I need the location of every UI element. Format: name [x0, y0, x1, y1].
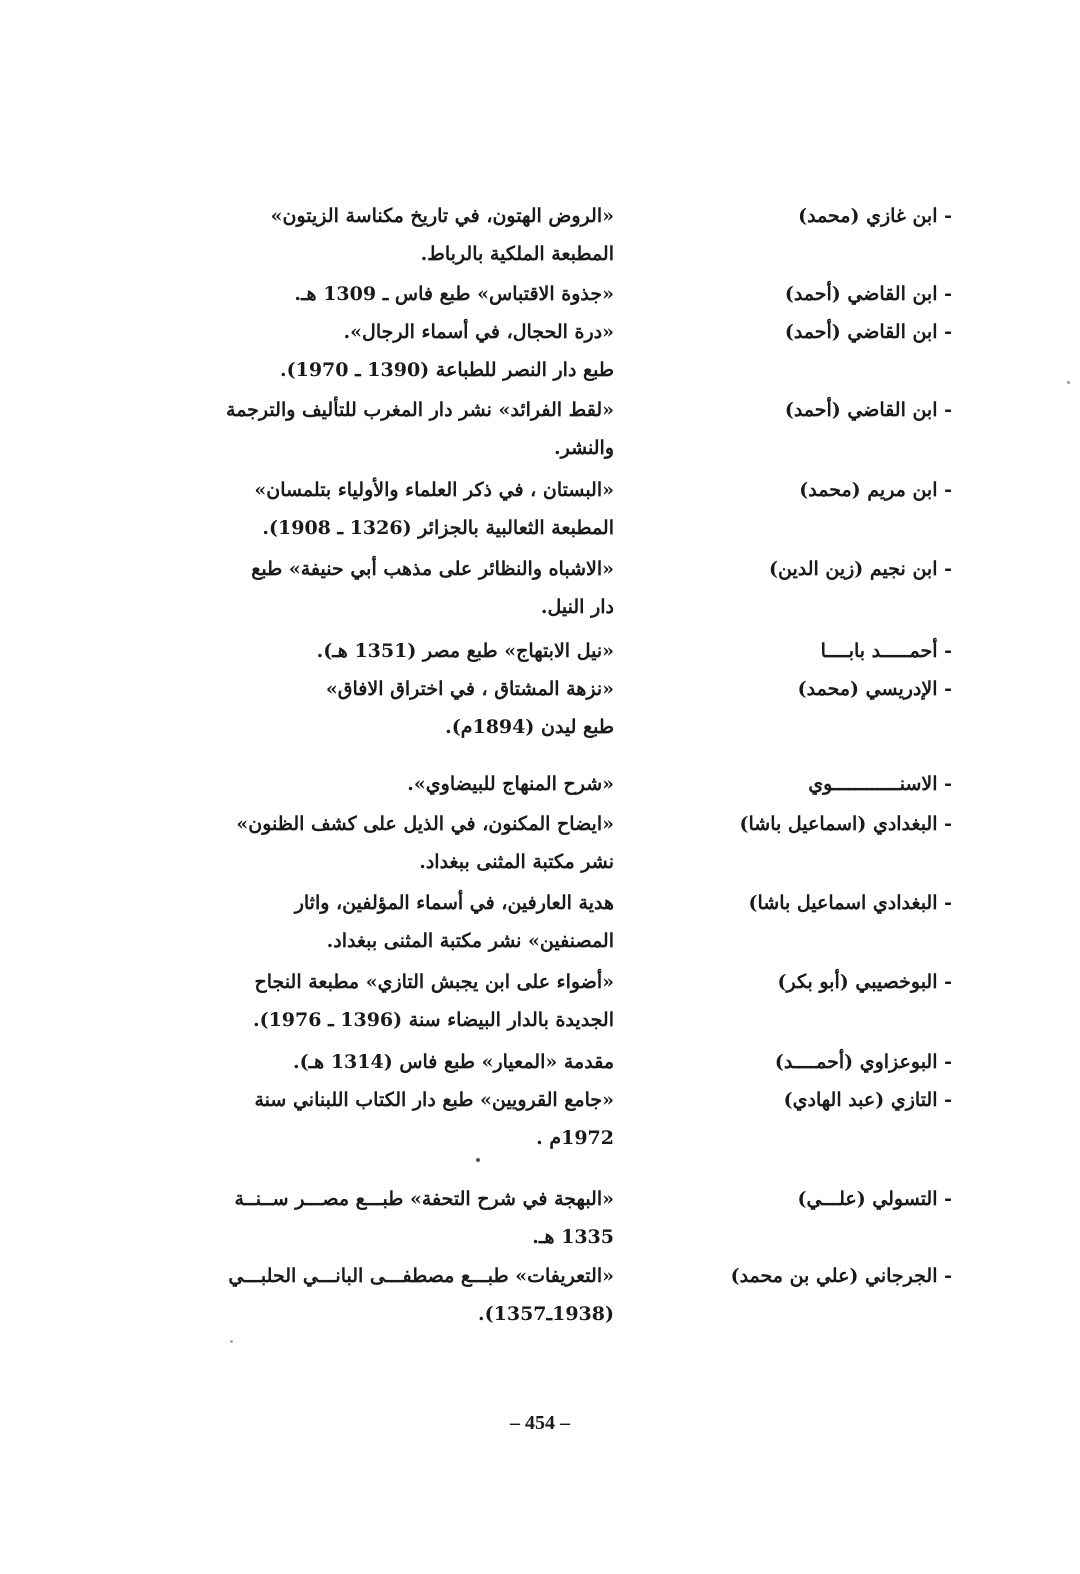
- entry-work: [216, 1081, 614, 1157]
- entry-author: - الجرجاني (علي بن محمد): [730, 1265, 952, 1287]
- work-line: الجديدة بالدار البيضاء سنة (1396 ـ 1976).: [252, 1009, 614, 1031]
- work-line: «البستان ، في ذكر العلماء والأولياء بتلمسان»: [254, 479, 614, 501]
- scan-speck: [476, 1158, 480, 1162]
- entry-author: - ابن غازي (محمد): [798, 205, 952, 227]
- work-line: «لقط الفرائد» نشر دار المغرب للتأليف والترجمة: [226, 399, 614, 421]
- entry-author: - البوخصيبي (أبو بكر): [777, 971, 952, 993]
- entry-author: - البغدادي (اسماعيل باشا): [739, 813, 952, 835]
- work-line: «ايضاح المكنون، في الذيل على كشف الظنون»: [236, 813, 614, 835]
- entry-work: [216, 471, 614, 547]
- work-line: طبع دار النصر للطباعة (1390 ـ 1970).: [280, 359, 614, 381]
- entry-author: - التازي (عبد الهادي): [783, 1089, 952, 1111]
- work-line: مقدمة «المعيار» طبع فاس (1314 هـ).: [293, 1051, 614, 1073]
- entry-work: [216, 550, 614, 626]
- entry-author: - ابن القاضي (أحمد): [784, 321, 952, 343]
- entry-work: [216, 1257, 614, 1333]
- work-line: «أضواء على ابن يجبش التازي» مطبعة النجاح: [254, 971, 614, 993]
- scan-speck: [1067, 381, 1070, 384]
- work-line: نشر مكتبة المثنى ببغداد.: [419, 851, 614, 873]
- entry-author: - الإدريسي (محمد): [797, 678, 952, 700]
- work-line: المطبعة الثعالبية بالجزائر (1326 ـ 1908).: [262, 517, 614, 539]
- entry-work: [216, 197, 614, 273]
- entry-work: [216, 313, 614, 389]
- work-line: 1335 هـ.: [532, 1226, 614, 1248]
- work-line: «نيل الابتهاج» طبع مصر (1351 هـ).: [316, 640, 614, 662]
- work-line: والنشر.: [553, 437, 614, 459]
- work-line: «جامع القرويين» طبع دار الكتاب اللبناني سنة: [254, 1089, 614, 1111]
- work-line: «الاشباه والنظائر على مذهب أبي حنيفة» طبع: [251, 558, 614, 580]
- entry-author: - أحمـــــد بابــــا: [820, 640, 952, 662]
- entry-author: - التسولي (علـــي): [797, 1188, 952, 1210]
- work-line: «درة الحجال، في أسماء الرجال».: [343, 321, 614, 343]
- work-line: (1938ـ1357).: [478, 1303, 614, 1325]
- entry-work: [216, 884, 614, 960]
- entry-author: - ابن نجيم (زين الدين): [768, 558, 952, 580]
- entry-author: - البوعزاوي (أحمــــد): [774, 1051, 952, 1073]
- work-line: «نزهة المشتاق ، في اختراق الافاق»: [325, 678, 614, 700]
- entry-author: - ابن القاضي (أحمد): [784, 283, 952, 305]
- work-line: المصنفين» نشر مكتبة المثنى ببغداد.: [326, 930, 614, 952]
- work-line: 1972م .: [536, 1127, 614, 1149]
- work-line: «الروض الهتون، في تاريخ مكناسة الزيتون»: [270, 205, 614, 227]
- work-line: «جذوة الاقتباس» طبع فاس ـ 1309 هـ.: [294, 283, 614, 305]
- work-line: دار النيل.: [540, 596, 614, 618]
- entry-work: [216, 963, 614, 1039]
- entry-work: [216, 275, 614, 313]
- entry-author: - ابن القاضي (أحمد): [784, 399, 952, 421]
- page-number: – 454 –: [510, 1412, 570, 1434]
- entry-work: [216, 632, 614, 670]
- entry-work: [216, 391, 614, 467]
- entry-work: [216, 805, 614, 881]
- work-line: «البهجة في شرح التحفة» طبـــع مصـــر ســنــة: [234, 1188, 614, 1210]
- entry-work: [216, 1180, 614, 1256]
- entry-work: [216, 670, 614, 746]
- entry-author: - الاسنــــــــــــوي: [808, 773, 952, 795]
- scan-speck: [230, 1340, 233, 1343]
- work-line: هدية العارفين، في أسماء المؤلفين، واثار: [294, 892, 614, 914]
- work-line: «التعريفات» طبـــع مصطفـــى البانـــي الحلبـــي: [228, 1265, 614, 1287]
- work-line: طبع ليدن (1894م).: [445, 716, 614, 738]
- work-line: «شرح المنهاج للبيضاوي».: [407, 773, 614, 795]
- entry-author: - ابن مريم (محمد): [799, 479, 952, 501]
- work-line: المطبعة الملكية بالرباط.: [420, 243, 614, 265]
- entry-work: [216, 765, 614, 803]
- entry-work: [216, 1043, 614, 1081]
- entry-author: - البغدادي اسماعيل باشا): [748, 892, 952, 914]
